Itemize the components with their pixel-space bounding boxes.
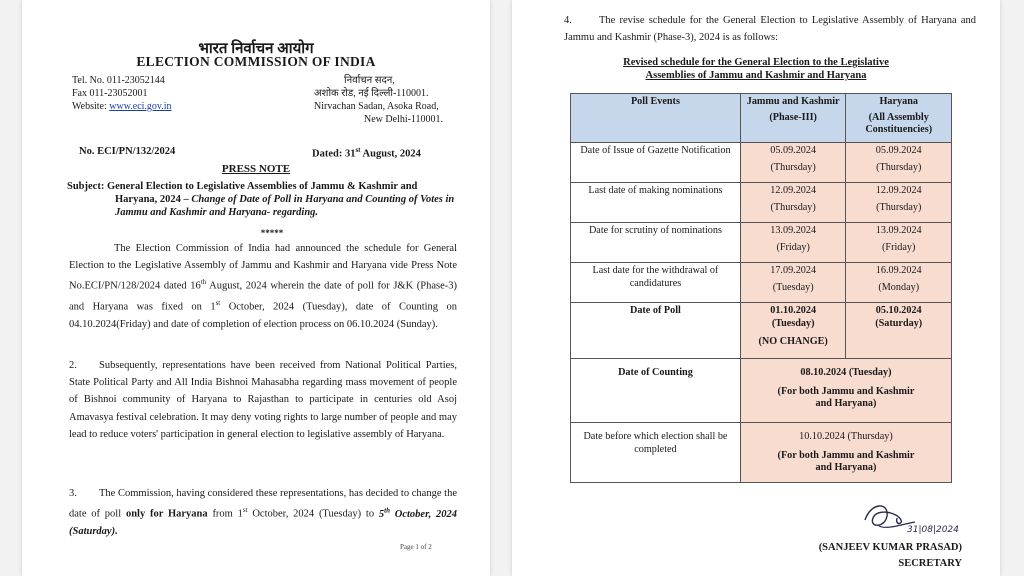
website-link[interactable]: www.eci.gov.in: [109, 101, 172, 112]
paragraph-3-number: 3.: [69, 488, 77, 499]
header-haryana: Haryana (All Assembly Constituencies): [846, 94, 952, 143]
paragraph-2: 2. Subsequently, representations have been received from National Political Parties, State Political Party and All India Bishnoi Mahasabha regarding mass movement of people of Bishnoi community of Haryana to Rajasthan to participate in centuries old Asoj Amavasya festival celebration. It may deny voting rights to large number of people and may lead to reduce voters' participation in general election to legislative assembly of Haryana.: [69, 357, 457, 443]
website-line: [72, 100, 172, 113]
table-row-poll: [571, 303, 952, 359]
event-cell-counting: Date of Counting: [571, 359, 741, 423]
contact-block: [72, 74, 172, 113]
schedule-table: [570, 93, 952, 483]
event-cell: Date of Issue of Gazette Notification: [571, 143, 741, 183]
completion-cell: 10.10.2024 (Thursday) (For both Jammu and Kashmir and Haryana): [740, 423, 951, 483]
fax: Fax 011-23052001: [72, 88, 148, 99]
jk-date-cell: 17.09.2024 (Tuesday): [740, 263, 846, 303]
paragraph-4: 4. The revise schedule for the General Election to Legislative Assembly of Haryana and Jammu and Kashmir (Phase-3), 2024 is as follows:: [564, 12, 976, 46]
subject-text: General Election to Legislative Assemblies of Jammu & Kashmir and Haryana, 2024 –: [106, 181, 418, 205]
signature: [857, 498, 967, 543]
header-poll-events: Poll Events: [571, 94, 741, 143]
press-note-heading: PRESS NOTE: [221, 163, 291, 175]
signatory-designation: SECRETARY: [898, 558, 962, 569]
hindi-title: भारत निर्वाचन आयोग: [198, 41, 314, 57]
hr-date-cell: 12.09.2024 (Thursday): [846, 183, 952, 223]
table-row: [571, 183, 952, 223]
table-row: [571, 223, 952, 263]
event-cell: Last date of making nominations: [571, 183, 741, 223]
event-cell: Date for scrutiny of nominations: [571, 223, 741, 263]
jk-date-cell: 12.09.2024 (Thursday): [740, 183, 846, 223]
table-header-row: [571, 94, 952, 143]
signature-scribble: [857, 498, 967, 538]
event-cell-completion: Date before which election shall be completed: [571, 423, 741, 483]
event-cell-poll: Date of Poll: [571, 303, 741, 359]
address-block: [314, 74, 464, 126]
dated: Dated: 31st August, 2024: [312, 146, 421, 160]
press-note-page-1: [22, 0, 490, 576]
reference-number: No. ECI/PN/132/2024: [79, 146, 176, 157]
table-row-completion: [571, 423, 952, 483]
table-row-counting: [571, 359, 952, 423]
paragraph-1: The Election Commission of India had announced the schedule for General Election to the Legislative Assembly of Jammu and Kashmir and Haryana vide Press Note No.ECI/PN/128/2024 dated 16th August, 2024 wherein the date of poll for J&K (Phase-3) and Haryana was fixed on 1st October, 2024 (Tuesday), date of Counting on 04.10.2024(Friday) and date of completion of election process on 06.10.2024 (Sunday).: [69, 243, 457, 330]
jk-date-cell: 13.09.2024 (Friday): [740, 223, 846, 263]
hr-date-cell: 05.09.2024 (Thursday): [846, 143, 952, 183]
press-note-page-2: [512, 0, 1000, 576]
header-jammu-kashmir: Jammu and Kashmir (Phase-III): [740, 94, 846, 143]
subject-italic: Change of Date of Poll in Haryana and Counting of Votes in Jammu and Kashmir and Haryana- regarding.: [115, 194, 455, 218]
signature-date: 31|08|2024: [907, 525, 959, 535]
separator-stars: *****: [260, 228, 284, 238]
address-hindi-2: अशोक रोड, नई दिल्ली-110001.: [314, 88, 429, 99]
signatory-name: (SANJEEV KUMAR PRASAD): [818, 542, 962, 553]
subject-label: Subject:: [67, 181, 107, 192]
address-en-1: Nirvachan Sadan, Asoka Road,: [314, 101, 439, 112]
hr-poll-cell: 05.10.2024 (Saturday): [846, 303, 952, 359]
eci-title: ELECTION COMMISSION OF INDIA: [136, 54, 376, 69]
schedule-title-line-1: Revised schedule for the General Election to the Legislative: [623, 57, 889, 68]
address-en-2: New Delhi-110001.: [364, 114, 444, 125]
telephone: Tel. No. 011-23052144: [72, 75, 165, 86]
address-hindi-1: निर्वाचन सदन,: [344, 75, 395, 86]
hr-date-cell: 13.09.2024 (Friday): [846, 223, 952, 263]
counting-cell: 08.10.2024 (Tuesday) (For both Jammu and Kashmir and Haryana): [740, 359, 951, 423]
website-label: Website:: [72, 101, 110, 112]
hr-date-cell: 16.09.2024 (Monday): [846, 263, 952, 303]
schedule-title-line-2: Assemblies of Jammu and Kashmir and Haryana: [645, 70, 867, 81]
jk-date-cell: 05.09.2024 (Thursday): [740, 143, 846, 183]
jk-poll-cell: 01.10.2024 (Tuesday) (NO CHANGE): [740, 303, 846, 359]
paragraph-2-number: 2.: [69, 360, 77, 371]
paragraph-4-number: 4.: [564, 15, 572, 26]
schedule-title: [512, 56, 1000, 82]
page-footer: Page 1 of 2: [400, 543, 432, 551]
event-cell: Last date for the withdrawal of candidatures: [571, 263, 741, 303]
table-row: [571, 143, 952, 183]
subject: [67, 180, 460, 219]
table-row: [571, 263, 952, 303]
paragraph-3: 3. The Commission, having considered these representations, has decided to change the date of poll only for Haryana from 1st October, 2024 (Tuesday) to 5th October, 2024 (Saturday).: [69, 485, 457, 540]
